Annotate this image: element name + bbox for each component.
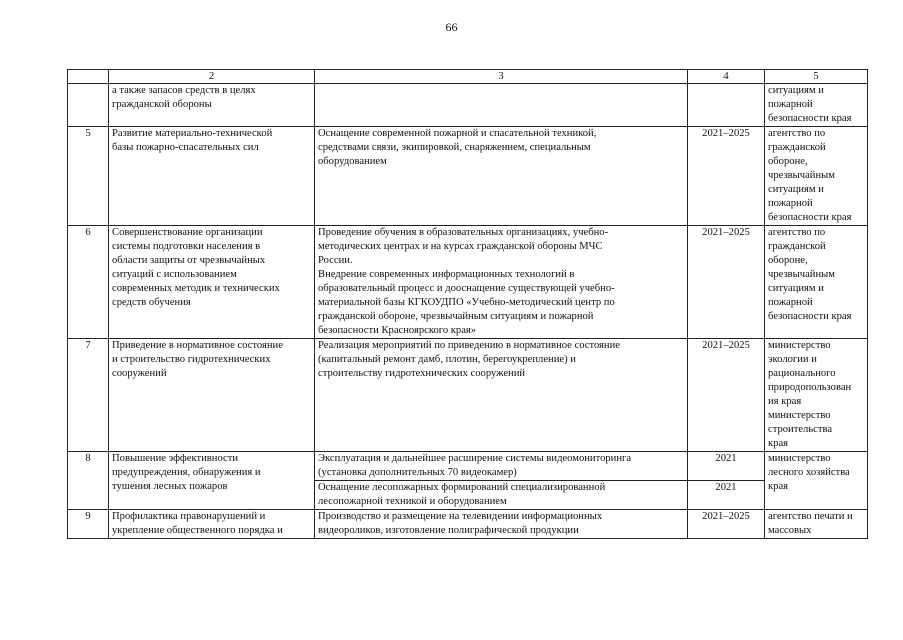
measure-line: Оснащение современной пожарной и спасательной техникой, <box>318 128 597 139</box>
agency-cell <box>765 226 868 339</box>
measure-line: видеороликов, изготовление полиграфической продукции <box>318 525 579 536</box>
table-body <box>68 84 868 539</box>
task-line: Профилактика правонарушений и <box>112 511 266 522</box>
task-line: Повышение эффективности <box>112 453 239 464</box>
task-line: ситуаций с использованием <box>112 269 237 280</box>
task-line: системы подготовки населения в <box>112 241 261 252</box>
task-line: Развитие материально-технической <box>112 128 273 139</box>
measure-line: методических центрах и на курсах гражданской обороны МЧС <box>318 241 603 252</box>
measure-line: Оснащение лесопожарных формирований специализированной <box>318 482 606 493</box>
row-number: 6 <box>68 226 109 339</box>
header-col-4: 4 <box>688 70 765 84</box>
measure-line: Эксплуатация и дальнейшее расширение системы видеомониторинга <box>318 453 632 464</box>
measure-cell <box>315 84 688 127</box>
table-row <box>68 127 868 226</box>
measure-line: строительству гидротехнических сооружений <box>318 368 526 379</box>
task-line: Совершенствование организации <box>112 227 263 238</box>
page-number: 66 <box>445 20 458 34</box>
agency-line: ситуациям и <box>768 184 824 195</box>
agency-line: экологии и <box>768 354 817 365</box>
task-cell <box>109 510 315 539</box>
agency-line: обороне, <box>768 255 808 266</box>
measure-line: (установка дополнительных 70 видеокамер) <box>318 467 517 478</box>
task-line: и строительство гидротехнических <box>112 354 271 365</box>
agency-line: края <box>768 438 789 449</box>
measure-line: Проведение обучения в образовательных организациях, учебно- <box>318 227 609 238</box>
agency-line: чрезвычайным <box>768 269 835 280</box>
measure-line: (капитальный ремонт дамб, плотин, берегоукрепление) и <box>318 354 576 365</box>
agency-line: министерство <box>768 410 831 421</box>
table-row <box>68 84 868 127</box>
agency-cell <box>765 84 868 127</box>
task-line: гражданской обороны <box>112 99 212 110</box>
task-cell <box>109 84 315 127</box>
agency-line: чрезвычайным <box>768 170 835 181</box>
table-header-row <box>68 70 868 84</box>
agency-line: края <box>768 481 789 492</box>
measure-line: средствами связи, экипировкой, снаряжением, специальным <box>318 142 591 153</box>
period-cell <box>688 84 765 127</box>
agency-line: массовых <box>768 525 812 536</box>
measure-cell <box>315 510 688 539</box>
agency-line: гражданской <box>768 142 826 153</box>
measure-line: гражданской обороне, чрезвычайным ситуациям и пожарной <box>318 311 594 322</box>
header-col-1 <box>68 70 109 84</box>
task-line: а также запасов средств в целях <box>112 85 256 96</box>
agency-cell <box>765 339 868 452</box>
agency-line: лесного хозяйства <box>768 467 850 478</box>
agency-line: агентство по <box>768 227 826 238</box>
header-col-2: 2 <box>109 70 315 84</box>
agency-line: ия края <box>768 396 802 407</box>
measures-table <box>67 69 868 539</box>
agency-line: ситуациям и <box>768 85 824 96</box>
measure-cell <box>315 452 688 481</box>
agency-line: агентство по <box>768 128 826 139</box>
table-row <box>68 339 868 452</box>
agency-line: пожарной <box>768 198 813 209</box>
agency-cell <box>765 452 868 510</box>
agency-line: пожарной <box>768 297 813 308</box>
task-line: сооружений <box>112 368 167 379</box>
table-row <box>68 510 868 539</box>
period-cell: 2021–2025 <box>688 510 765 539</box>
agency-line: природопользован <box>768 382 852 393</box>
agency-line: пожарной <box>768 99 813 110</box>
measure-line: оборудованием <box>318 156 387 167</box>
task-line: укрепление общественного порядка и <box>112 525 283 536</box>
table-row <box>68 226 868 339</box>
task-line: средств обучения <box>112 297 191 308</box>
row-number: 8 <box>68 452 109 510</box>
task-cell <box>109 127 315 226</box>
measure-line: безопасности Красноярского края» <box>318 325 477 336</box>
agency-line: гражданской <box>768 241 826 252</box>
agency-line: агентство печати и <box>768 511 853 522</box>
agency-line: министерство <box>768 453 831 464</box>
task-line: базы пожарно-спасательных сил <box>112 142 259 153</box>
measure-line: Реализация мероприятий по приведению в нормативное состояние <box>318 340 620 351</box>
measure-cell <box>315 339 688 452</box>
measure-line: лесопожарной техникой и оборудованием <box>318 496 507 507</box>
agency-line: строительства <box>768 424 833 435</box>
agency-line: ситуациям и <box>768 283 824 294</box>
measure-line: материальной базы КГКОУДПО «Учебно-методический центр по <box>318 297 615 308</box>
header-col-5: 5 <box>765 70 868 84</box>
agency-line: рационального <box>768 368 836 379</box>
row-number: 7 <box>68 339 109 452</box>
period-cell: 2021–2025 <box>688 339 765 452</box>
period-cell: 2021 <box>688 452 765 481</box>
task-cell <box>109 339 315 452</box>
period-cell: 2021–2025 <box>688 226 765 339</box>
period-cell: 2021 <box>688 481 765 510</box>
task-line: предупреждения, обнаружения и <box>112 467 261 478</box>
header-col-3: 3 <box>315 70 688 84</box>
agency-line: безопасности края <box>768 212 852 223</box>
task-line: области защиты от чрезвычайных <box>112 255 266 266</box>
period-cell: 2021–2025 <box>688 127 765 226</box>
task-cell <box>109 226 315 339</box>
agency-line: министерство <box>768 340 831 351</box>
agency-line: обороне, <box>768 156 808 167</box>
table-row <box>68 452 868 481</box>
agency-cell <box>765 127 868 226</box>
measure-cell <box>315 481 688 510</box>
measure-cell <box>315 127 688 226</box>
agency-line: безопасности края <box>768 113 852 124</box>
measure-line: образовательный процесс и дооснащение существующей учебно- <box>318 283 615 294</box>
task-line: тушения лесных пожаров <box>112 481 228 492</box>
measure-line: России. <box>318 255 353 266</box>
row-number <box>68 84 109 127</box>
task-line: современных методик и технических <box>112 283 280 294</box>
measure-cell <box>315 226 688 339</box>
agency-line: безопасности края <box>768 311 852 322</box>
row-number: 9 <box>68 510 109 539</box>
row-number: 5 <box>68 127 109 226</box>
task-line: Приведение в нормативное состояние <box>112 340 283 351</box>
agency-cell <box>765 510 868 539</box>
measure-line: Внедрение современных информационных технологий в <box>318 269 575 280</box>
task-cell <box>109 452 315 510</box>
measure-line: Производство и размещение на телевидении информационных <box>318 511 603 522</box>
